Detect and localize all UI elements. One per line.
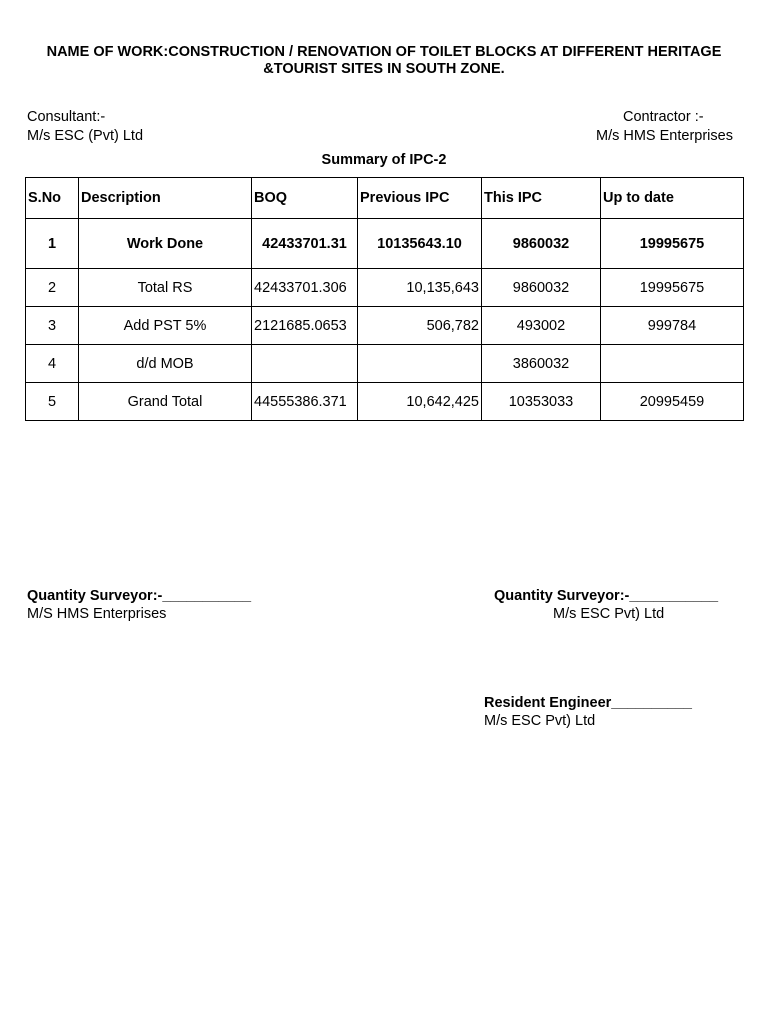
cell-description: Work Done xyxy=(79,219,252,269)
table-row xyxy=(26,269,744,307)
summary-title: Summary of IPC-2 xyxy=(321,152,447,168)
contractor-name: M/s HMS Enterprises xyxy=(596,128,733,144)
cell-sno: 5 xyxy=(26,383,79,421)
table-row xyxy=(26,383,744,421)
cell-previous-ipc xyxy=(358,345,482,383)
cell-sno: 3 xyxy=(26,307,79,345)
cell-boq: 42433701.31 xyxy=(252,219,358,269)
header-up-to-date: Up to date xyxy=(601,178,744,219)
ipc-summary-table xyxy=(25,177,744,421)
quantity-surveyor-left-org: M/S HMS Enterprises xyxy=(27,606,167,622)
cell-previous-ipc: 10135643.10 xyxy=(358,219,482,269)
header-sno: S.No xyxy=(26,178,79,219)
cell-sno: 1 xyxy=(26,219,79,269)
cell-description: Grand Total xyxy=(79,383,252,421)
cell-up-to-date: 999784 xyxy=(601,307,744,345)
table-row xyxy=(26,307,744,345)
title-line-1: NAME OF WORK:CONSTRUCTION / RENOVATION OF TOILET BLOCKS AT DIFFERENT HERITAGE xyxy=(46,44,722,60)
consultant-label: Consultant:- xyxy=(27,109,106,125)
header-this-ipc: This IPC xyxy=(482,178,601,219)
cell-previous-ipc: 506,782 xyxy=(358,307,482,345)
cell-up-to-date xyxy=(601,345,744,383)
table-header-row xyxy=(26,178,744,219)
cell-description: Total RS xyxy=(79,269,252,307)
cell-up-to-date: 20995459 xyxy=(601,383,744,421)
header-previous-ipc: Previous IPC xyxy=(358,178,482,219)
quantity-surveyor-left-label: Quantity Surveyor:-___________ xyxy=(27,588,252,604)
table-row xyxy=(26,219,744,269)
cell-previous-ipc: 10,135,643 xyxy=(358,269,482,307)
cell-sno: 2 xyxy=(26,269,79,307)
cell-up-to-date: 19995675 xyxy=(601,219,744,269)
cell-this-ipc: 10353033 xyxy=(482,383,601,421)
cell-this-ipc: 3860032 xyxy=(482,345,601,383)
cell-boq xyxy=(252,345,358,383)
contractor-label: Contractor :- xyxy=(623,109,704,125)
cell-boq: 42433701.306 xyxy=(252,269,358,307)
quantity-surveyor-right-org: M/s ESC Pvt) Ltd xyxy=(553,606,665,622)
resident-engineer-org: M/s ESC Pvt) Ltd xyxy=(484,713,596,729)
cell-this-ipc: 9860032 xyxy=(482,269,601,307)
title-line-2: &TOURIST SITES IN SOUTH ZONE. xyxy=(263,61,505,77)
cell-this-ipc: 493002 xyxy=(482,307,601,345)
resident-engineer-label: Resident Engineer__________ xyxy=(484,695,692,711)
consultant-name: M/s ESC (Pvt) Ltd xyxy=(27,128,144,144)
cell-sno: 4 xyxy=(26,345,79,383)
cell-description: d/d MOB xyxy=(79,345,252,383)
cell-description: Add PST 5% xyxy=(79,307,252,345)
table-row xyxy=(26,345,744,383)
cell-previous-ipc: 10,642,425 xyxy=(358,383,482,421)
quantity-surveyor-right-label: Quantity Surveyor:-___________ xyxy=(494,588,719,604)
document-title xyxy=(20,44,748,78)
cell-boq: 44555386.371 xyxy=(252,383,358,421)
cell-up-to-date: 19995675 xyxy=(601,269,744,307)
cell-boq: 2121685.0653 xyxy=(252,307,358,345)
cell-this-ipc: 9860032 xyxy=(482,219,601,269)
header-description: Description xyxy=(79,178,252,219)
header-boq: BOQ xyxy=(252,178,358,219)
